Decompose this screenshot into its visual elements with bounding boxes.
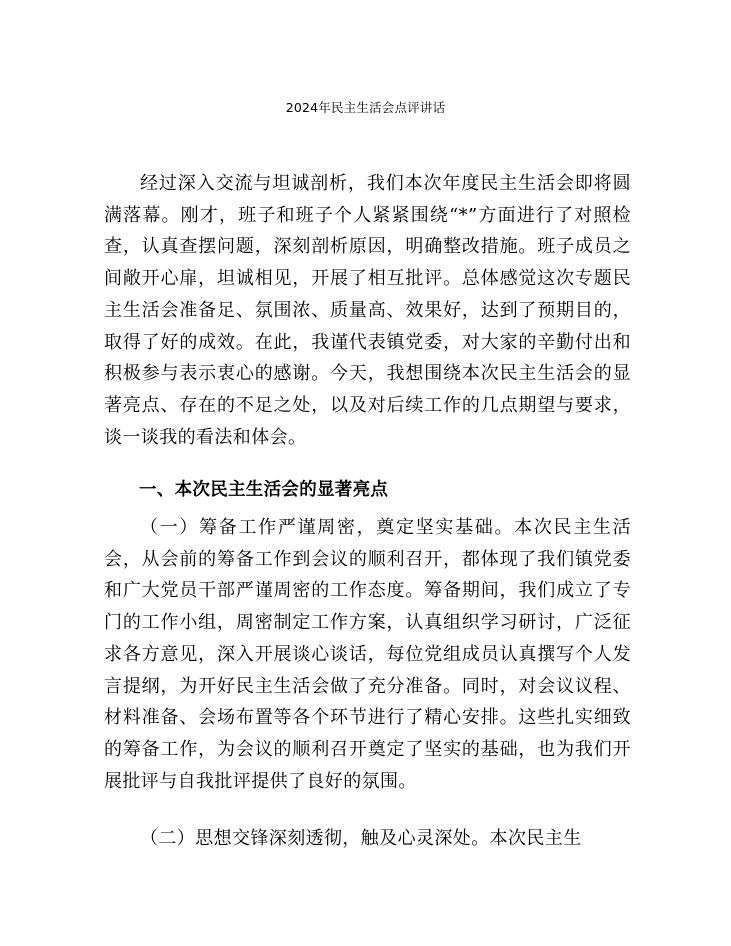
document-title: 2024年民主生活会点评讲话 [285,100,446,115]
section-paragraph-2: （二）思想交锋深刻透彻，触及心灵深处。本次民主生 [140,828,582,849]
intro-paragraph: 经过深入交流与坦诚剖析，我们本次年度民主生活会即将圆满落幕。刚才，班子和班子个人紧紧围绕“*”方面进行了对照检查，认真查摆问题，深刻剖析原因，明确整改措施。班子成员之间敞开心扉，坦诚相见，开展了相互批评。总体感觉这次专题民主生活会准备足、氛围浓、质量高、效果好，达到了预期目的，取得了好的成效。在此，我谨代表镇党委，对大家的辛勤付出和积极参与表示衷心的感谢。今天，我想围绕本次民主生活会的显著亮点、存在的不足之处，以及对后续工作的几点期望与要求，谈一谈我的看法和体会。 [104,173,631,448]
section-heading: 一、本次民主生活会的显著亮点 [139,480,389,500]
section-paragraph-1: （一）筹备工作严谨周密，奠定坚实基础。本次民主生活会，从会前的筹备工作到会议的顺利召开，都体现了我们镇党委和广大党员干部严谨周密的工作态度。筹备期间，我们成立了专门的工作小组，周密制定工作方案，认真组织学习研讨，广泛征求各方意见，深入开展谈心谈话，每位党组成员认真撰写个人发言提纲，为开好民主生活会做了充分准备。同时，对会议议程、材料准备、会场布置等各个环节进行了精心安排。这些扎实细致的筹备工作，为会议的顺利召开奠定了坚实的基础，也为我们开展批评与自我批评提供了良好的氛围。 [104,517,631,792]
